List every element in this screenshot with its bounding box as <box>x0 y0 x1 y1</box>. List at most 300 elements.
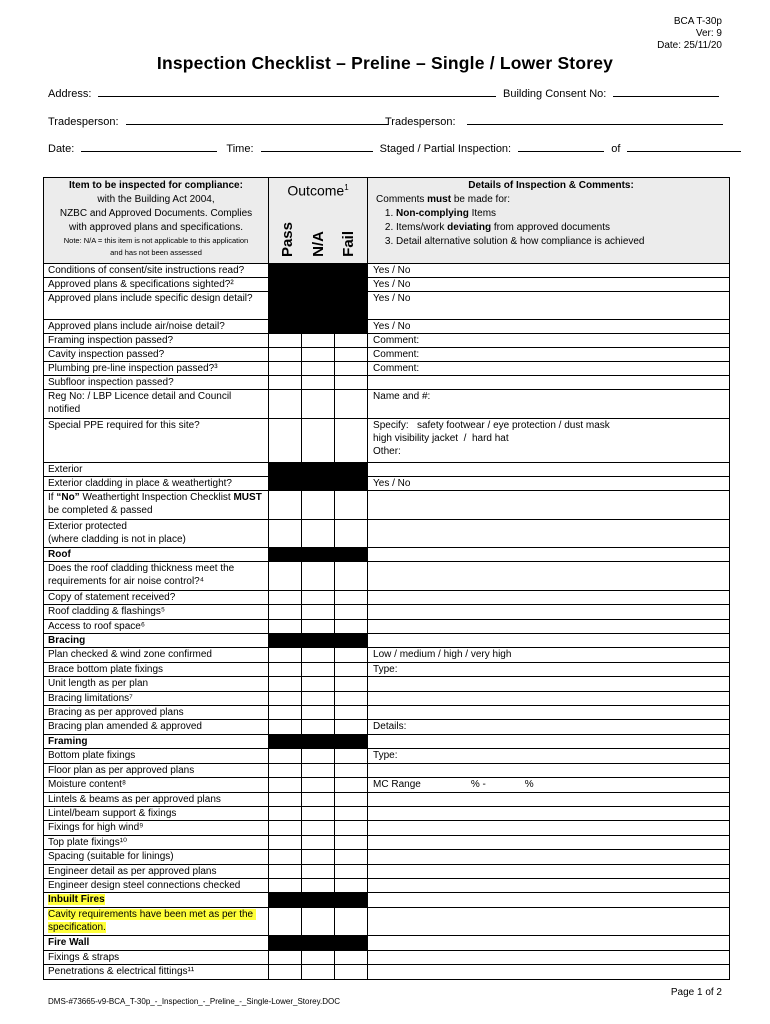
pass-checkbox-cell[interactable] <box>269 376 302 390</box>
page-number: Page 1 of 2 <box>670 987 722 998</box>
fail-checkbox-cell[interactable] <box>335 419 368 463</box>
pass-checkbox-cell[interactable] <box>269 879 302 893</box>
inspection-comment-cell[interactable] <box>368 879 730 893</box>
date-label: Date: <box>48 143 75 155</box>
tradesperson-label-1: Tradesperson: <box>48 116 119 128</box>
table-row <box>44 807 730 821</box>
pass-checkbox-cell[interactable] <box>269 620 302 634</box>
checklist-item-label: Conditions of consent/site instructions read? <box>44 264 269 278</box>
inspection-comment-cell[interactable] <box>368 936 730 951</box>
na-checkbox-cell[interactable] <box>302 692 335 706</box>
na-checkbox-cell[interactable] <box>302 865 335 879</box>
fail-checkbox-cell[interactable] <box>335 491 368 520</box>
checklist-item-label: Subfloor inspection passed? <box>44 376 269 390</box>
table-row <box>44 648 730 663</box>
checklist-item-label: Engineer detail as per approved plans <box>44 865 269 879</box>
inspection-comment-cell[interactable]: Comment: <box>368 348 730 362</box>
na-checkbox-cell[interactable] <box>302 706 335 720</box>
checklist-item-label: Bracing plan amended & approved <box>44 720 269 735</box>
checklist-item-label: If “No” Weathertight Inspection Checklist MUST be completed & passed <box>44 491 269 520</box>
pass-checkbox-cell <box>269 893 302 908</box>
item-header-note1: Note: N/A = this item is not applicable to this application <box>63 236 249 245</box>
pass-checkbox-cell <box>269 735 302 749</box>
outcome-footnote: 1 <box>344 183 349 192</box>
page-title: Inspection Checklist – Preline – Single / Lower Storey <box>156 53 614 73</box>
table-row <box>44 836 730 850</box>
checklist-item-label: Framing <box>44 735 269 749</box>
checklist-item-label: Plumbing pre-line inspection passed?³ <box>44 362 269 376</box>
na-checkbox-cell[interactable] <box>302 334 335 348</box>
date-time-row <box>48 142 741 155</box>
pass-checkbox-cell[interactable] <box>269 850 302 865</box>
fail-checkbox-cell <box>335 735 368 749</box>
table-row <box>44 951 730 965</box>
highlighted-item-text: Cavity requirements have been met as per the specification. <box>48 909 256 933</box>
checklist-item-label: Bracing <box>44 634 269 648</box>
fail-checkbox-cell[interactable] <box>335 620 368 634</box>
pass-checkbox-cell[interactable] <box>269 692 302 706</box>
table-row <box>44 562 730 591</box>
table-row <box>44 720 730 735</box>
fail-checkbox-cell[interactable] <box>335 390 368 419</box>
item-header-line2: with the Building Act 2004, <box>97 194 215 205</box>
table-row <box>44 908 730 936</box>
pass-checkbox-cell[interactable] <box>269 362 302 376</box>
staged-label: Staged / Partial Inspection: <box>379 143 512 155</box>
requirement-item-3: 3. Detail alternative solution & how compliance is achieved <box>396 235 726 249</box>
of-field[interactable] <box>627 142 741 152</box>
item-header-line4: with approved plans and specifications. <box>69 222 243 233</box>
fail-checkbox-cell[interactable] <box>335 692 368 706</box>
checklist-item-label: Approved plans & specifications sighted?² <box>44 278 269 292</box>
checklist-item-label: Access to roof space⁶ <box>44 620 269 634</box>
checklist-item-label: Does the roof cladding thickness meet the requirements for air noise control?⁴ <box>44 562 269 591</box>
checklist-item-label: Unit length as per plan <box>44 677 269 692</box>
table-row <box>44 706 730 720</box>
time-label: Time: <box>226 143 254 155</box>
inspection-comment-cell[interactable] <box>368 634 730 648</box>
na-checkbox-cell[interactable] <box>302 749 335 764</box>
checklist-item-label: Spacing (suitable for linings) <box>44 850 269 865</box>
inspection-comment-cell[interactable] <box>368 562 730 591</box>
requirement-item-2: 2. Items/work deviating from approved documents <box>396 221 726 235</box>
inspection-comment-cell[interactable] <box>368 463 730 477</box>
inspection-comment-cell[interactable]: Comment: <box>368 334 730 348</box>
fail-checkbox-cell <box>335 264 368 278</box>
fail-checkbox-cell[interactable] <box>335 807 368 821</box>
table-row <box>44 264 730 278</box>
pass-checkbox-cell[interactable] <box>269 491 302 520</box>
staged-field[interactable] <box>518 142 604 152</box>
item-header-line1: Item to be inspected for compliance: <box>69 180 243 191</box>
checklist-item-label: Reg No: / LBP Licence detail and Council notified <box>44 390 269 419</box>
table-row <box>44 292 730 320</box>
table-row <box>44 634 730 648</box>
pass-checkbox-cell <box>269 634 302 648</box>
consent-row <box>503 87 719 100</box>
pass-checkbox-cell[interactable] <box>269 348 302 362</box>
inspection-comment-cell[interactable]: Yes / No <box>368 320 730 334</box>
fail-checkbox-cell[interactable] <box>335 965 368 980</box>
na-checkbox-cell <box>302 548 335 562</box>
table-row <box>44 793 730 807</box>
pass-checkbox-cell[interactable] <box>269 390 302 419</box>
inspection-comment-cell[interactable] <box>368 692 730 706</box>
fail-checkbox-cell <box>335 477 368 491</box>
fail-header: Fail <box>340 230 358 257</box>
na-checkbox-cell[interactable] <box>302 908 335 936</box>
checklist-item-label: Copy of statement received? <box>44 591 269 605</box>
fail-checkbox-cell <box>335 463 368 477</box>
fail-checkbox-cell[interactable] <box>335 908 368 936</box>
checklist-item-label: Moisture content⁸ <box>44 778 269 793</box>
inspection-comment-cell[interactable] <box>368 951 730 965</box>
fail-checkbox-cell <box>335 320 368 334</box>
checklist-item-label: Plan checked & wind zone confirmed <box>44 648 269 663</box>
fail-checkbox-cell <box>335 292 368 320</box>
table-row <box>44 778 730 793</box>
checklist-item-label <box>44 908 269 936</box>
inspection-comment-cell[interactable] <box>368 850 730 865</box>
inspection-comment-cell[interactable]: Yes / No <box>368 264 730 278</box>
table-row <box>44 376 730 390</box>
pass-checkbox-cell[interactable] <box>269 865 302 879</box>
tradesperson-label-2: Tradesperson: <box>385 116 456 128</box>
na-checkbox-cell[interactable] <box>302 348 335 362</box>
inspection-comment-cell[interactable] <box>368 764 730 778</box>
inspection-checklist-table <box>43 177 730 980</box>
fail-checkbox-cell[interactable] <box>335 334 368 348</box>
fail-checkbox-cell[interactable] <box>335 663 368 677</box>
na-checkbox-cell[interactable] <box>302 821 335 836</box>
inspection-comment-cell[interactable] <box>368 965 730 980</box>
na-checkbox-cell[interactable] <box>302 562 335 591</box>
table-row <box>44 463 730 477</box>
fail-checkbox-cell[interactable] <box>335 677 368 692</box>
na-checkbox-cell[interactable] <box>302 764 335 778</box>
inspection-comment-cell[interactable] <box>368 807 730 821</box>
checklist-item-label: Top plate fixings¹⁰ <box>44 836 269 850</box>
pass-checkbox-cell[interactable] <box>269 677 302 692</box>
na-checkbox-cell[interactable] <box>302 605 335 620</box>
table-row <box>44 491 730 520</box>
inspection-comment-cell[interactable]: Comment: <box>368 362 730 376</box>
fail-checkbox-cell <box>335 893 368 908</box>
pass-checkbox-cell[interactable] <box>269 749 302 764</box>
pass-checkbox-cell[interactable] <box>269 562 302 591</box>
checklist-item-label <box>44 893 269 908</box>
na-checkbox-cell <box>302 264 335 278</box>
na-header: N/A <box>309 230 327 257</box>
na-checkbox-cell[interactable] <box>302 836 335 850</box>
building-consent-label: Building Consent No: <box>503 88 607 100</box>
fail-checkbox-cell[interactable] <box>335 778 368 793</box>
na-checkbox-cell <box>302 936 335 951</box>
na-checkbox-cell[interactable] <box>302 793 335 807</box>
na-checkbox-cell <box>302 320 335 334</box>
pass-checkbox-cell <box>269 936 302 951</box>
tradesperson-field-2[interactable] <box>467 115 723 125</box>
na-checkbox-cell[interactable] <box>302 648 335 663</box>
inspection-comment-cell[interactable]: Specify: safety footwear / eye protection / dust mask high visibility jacket / hard hat Other: <box>368 419 730 463</box>
table-row <box>44 348 730 362</box>
checklist-item-label: Brace bottom plate fixings <box>44 663 269 677</box>
inspection-comment-cell[interactable] <box>368 677 730 692</box>
tradesperson-row-2 <box>385 115 723 128</box>
checklist-item-label: Special PPE required for this site? <box>44 419 269 463</box>
address-row <box>48 87 496 100</box>
table-row <box>44 334 730 348</box>
table-row <box>44 735 730 749</box>
tradesperson-field-1[interactable] <box>126 115 388 125</box>
fail-checkbox-cell <box>335 548 368 562</box>
checklist-item-label: Bracing limitations⁷ <box>44 692 269 706</box>
checklist-item-label: Bracing as per approved plans <box>44 706 269 720</box>
pass-checkbox-cell <box>269 292 302 320</box>
pass-checkbox-cell <box>269 463 302 477</box>
na-checkbox-cell[interactable] <box>302 965 335 980</box>
details-header-instructions: Comments must be made for: <box>376 194 510 205</box>
of-label: of <box>611 143 621 155</box>
address-field[interactable] <box>98 87 496 97</box>
checklist-item-label: Exterior cladding in place & weathertight? <box>44 477 269 491</box>
fail-checkbox-cell[interactable] <box>335 951 368 965</box>
pass-checkbox-cell[interactable] <box>269 591 302 605</box>
pass-checkbox-cell[interactable] <box>269 807 302 821</box>
building-consent-field[interactable] <box>613 87 719 97</box>
table-row <box>44 362 730 376</box>
na-checkbox-cell[interactable] <box>302 491 335 520</box>
table-row <box>44 850 730 865</box>
na-checkbox-cell[interactable] <box>302 850 335 865</box>
pass-checkbox-cell[interactable] <box>269 663 302 677</box>
inspection-comment-cell[interactable]: Details: <box>368 720 730 735</box>
requirement-item-1: 1. Non-complying Items <box>396 207 726 221</box>
na-checkbox-cell[interactable] <box>302 620 335 634</box>
inspection-comment-cell[interactable]: Yes / No <box>368 292 730 320</box>
fail-checkbox-cell <box>335 936 368 951</box>
table-row <box>44 936 730 951</box>
inspection-comment-cell[interactable] <box>368 591 730 605</box>
inspection-comment-cell[interactable]: Yes / No <box>368 477 730 491</box>
fail-checkbox-cell[interactable] <box>335 648 368 663</box>
table-row <box>44 663 730 677</box>
na-checkbox-cell[interactable] <box>302 879 335 893</box>
pass-checkbox-cell[interactable] <box>269 821 302 836</box>
table-row <box>44 591 730 605</box>
pass-checkbox-cell[interactable] <box>269 419 302 463</box>
pass-header: Pass <box>278 221 296 257</box>
inspection-comment-cell[interactable] <box>368 520 730 548</box>
table-row <box>44 278 730 292</box>
checklist-item-label: Exterior <box>44 463 269 477</box>
fail-checkbox-cell[interactable] <box>335 865 368 879</box>
inspection-comment-cell[interactable] <box>368 548 730 562</box>
fail-checkbox-cell <box>335 278 368 292</box>
pass-checkbox-cell <box>269 477 302 491</box>
checklist-item-label: Roof <box>44 548 269 562</box>
checklist-item-label: Fire Wall <box>44 936 269 951</box>
inspection-comment-cell[interactable]: Type: <box>368 663 730 677</box>
inspection-comment-cell[interactable]: Name and #: <box>368 390 730 419</box>
na-checkbox-cell <box>302 463 335 477</box>
table-row <box>44 893 730 908</box>
checklist-item-label: Exterior protected (where cladding is not in place) <box>44 520 269 548</box>
checklist-item-label: Lintels & beams as per approved plans <box>44 793 269 807</box>
table-row <box>44 764 730 778</box>
table-row <box>44 605 730 620</box>
na-checkbox-cell[interactable] <box>302 362 335 376</box>
fail-checkbox-cell[interactable] <box>335 706 368 720</box>
pass-checkbox-cell <box>269 264 302 278</box>
highlighted-item-text: Inbuilt Fires <box>48 894 105 905</box>
fail-checkbox-cell[interactable] <box>335 879 368 893</box>
na-checkbox-cell[interactable] <box>302 720 335 735</box>
fail-checkbox-cell[interactable] <box>335 749 368 764</box>
fail-checkbox-cell[interactable] <box>335 376 368 390</box>
na-checkbox-cell <box>302 893 335 908</box>
checklist-item-label: Roof cladding & flashings⁵ <box>44 605 269 620</box>
inspection-comment-cell[interactable]: Low / medium / high / very high <box>368 648 730 663</box>
checklist-item-label: Framing inspection passed? <box>44 334 269 348</box>
pass-checkbox-cell <box>269 278 302 292</box>
item-column-header <box>44 178 269 264</box>
table-row <box>44 419 730 463</box>
table-row <box>44 548 730 562</box>
na-checkbox-cell[interactable] <box>302 951 335 965</box>
inspection-comment-cell[interactable] <box>368 908 730 936</box>
inspection-comment-cell[interactable] <box>368 706 730 720</box>
date-field[interactable] <box>81 142 217 152</box>
pass-checkbox-cell[interactable] <box>269 793 302 807</box>
fail-checkbox-cell[interactable] <box>335 836 368 850</box>
inspection-comment-cell[interactable] <box>368 620 730 634</box>
inspection-comment-cell[interactable] <box>368 821 730 836</box>
table-row <box>44 965 730 980</box>
table-row <box>44 865 730 879</box>
document-version: Ver: 9 <box>695 28 722 39</box>
checklist-item-label: Bottom plate fixings <box>44 749 269 764</box>
fail-checkbox-cell[interactable] <box>335 520 368 548</box>
table-row <box>44 520 730 548</box>
time-field[interactable] <box>261 142 373 152</box>
na-checkbox-cell[interactable] <box>302 376 335 390</box>
na-checkbox-cell[interactable] <box>302 390 335 419</box>
checklist-item-label: Floor plan as per approved plans <box>44 764 269 778</box>
na-checkbox-cell <box>302 634 335 648</box>
pass-checkbox-cell[interactable] <box>269 720 302 735</box>
fail-checkbox-cell[interactable] <box>335 605 368 620</box>
pass-checkbox-cell[interactable] <box>269 764 302 778</box>
na-checkbox-cell[interactable] <box>302 677 335 692</box>
details-requirement-list <box>376 207 726 249</box>
fail-checkbox-cell <box>335 634 368 648</box>
document-header-meta <box>657 16 722 52</box>
fail-checkbox-cell[interactable] <box>335 764 368 778</box>
fail-checkbox-cell[interactable] <box>335 591 368 605</box>
na-checkbox-cell[interactable] <box>302 419 335 463</box>
inspection-comment-cell[interactable] <box>368 865 730 879</box>
checklist-item-label: Fixings for high wind⁹ <box>44 821 269 836</box>
pass-checkbox-cell[interactable] <box>269 605 302 620</box>
checklist-item-label: Approved plans include air/noise detail? <box>44 320 269 334</box>
details-header-title: Details of Inspection & Comments: <box>468 180 634 191</box>
fail-checkbox-cell[interactable] <box>335 562 368 591</box>
pass-checkbox-cell[interactable] <box>269 951 302 965</box>
address-label: Address: <box>48 88 92 100</box>
na-checkbox-cell <box>302 735 335 749</box>
inspection-comment-cell[interactable]: Type: <box>368 749 730 764</box>
table-row <box>44 477 730 491</box>
table-row <box>44 692 730 706</box>
pass-checkbox-cell[interactable] <box>269 965 302 980</box>
fail-checkbox-cell[interactable] <box>335 793 368 807</box>
pass-checkbox-cell[interactable] <box>269 334 302 348</box>
inspection-comment-cell[interactable] <box>368 836 730 850</box>
table-row <box>44 879 730 893</box>
checklist-item-label: Fixings & straps <box>44 951 269 965</box>
tradesperson-row-1 <box>48 115 388 128</box>
table-row <box>44 821 730 836</box>
item-header-line3: NZBC and Approved Documents. Complies <box>59 208 253 219</box>
document-code: BCA T-30p <box>673 16 722 27</box>
table-row <box>44 749 730 764</box>
fail-checkbox-cell[interactable] <box>335 821 368 836</box>
table-row <box>44 620 730 634</box>
inspection-comment-cell[interactable] <box>368 893 730 908</box>
fail-checkbox-cell[interactable] <box>335 850 368 865</box>
outcome-header <box>269 178 368 264</box>
pass-checkbox-cell[interactable] <box>269 520 302 548</box>
pass-checkbox-cell[interactable] <box>269 648 302 663</box>
na-checkbox-cell <box>302 292 335 320</box>
checklist-item-label: Approved plans include specific design detail? <box>44 292 269 320</box>
details-column-header <box>368 178 730 264</box>
item-header-note2: and has not been assessed <box>110 248 202 257</box>
inspection-comment-cell[interactable] <box>368 376 730 390</box>
na-checkbox-cell[interactable] <box>302 807 335 821</box>
na-checkbox-cell[interactable] <box>302 778 335 793</box>
inspection-comment-cell[interactable] <box>368 491 730 520</box>
fail-checkbox-cell[interactable] <box>335 362 368 376</box>
checklist-item-label: Cavity inspection passed? <box>44 348 269 362</box>
document-date: Date: 25/11/20 <box>657 40 722 51</box>
inspection-comment-cell[interactable]: MC Range % - % <box>368 778 730 793</box>
table-row <box>44 320 730 334</box>
checklist-item-label: Penetrations & electrical fittings¹¹ <box>44 965 269 980</box>
pass-checkbox-cell[interactable] <box>269 706 302 720</box>
pass-checkbox-cell <box>269 320 302 334</box>
checklist-item-label: Lintel/beam support & fixings <box>44 807 269 821</box>
na-checkbox-cell[interactable] <box>302 520 335 548</box>
na-checkbox-cell[interactable] <box>302 591 335 605</box>
pass-checkbox-cell[interactable] <box>269 908 302 936</box>
document-reference: DMS-#73665-v9-BCA_T-30p_-_Inspection_-_Preline_-_Single-Lower_Storey.DOC <box>48 997 340 1006</box>
inspection-comment-cell[interactable] <box>368 735 730 749</box>
na-checkbox-cell[interactable] <box>302 663 335 677</box>
fail-checkbox-cell[interactable] <box>335 720 368 735</box>
table-row <box>44 390 730 419</box>
inspection-comment-cell[interactable]: Yes / No <box>368 278 730 292</box>
fail-checkbox-cell[interactable] <box>335 348 368 362</box>
pass-checkbox-cell[interactable] <box>269 836 302 850</box>
inspection-comment-cell[interactable] <box>368 605 730 620</box>
pass-checkbox-cell <box>269 548 302 562</box>
pass-checkbox-cell[interactable] <box>269 778 302 793</box>
inspection-comment-cell[interactable] <box>368 793 730 807</box>
table-row <box>44 677 730 692</box>
outcome-label: Outcome <box>287 182 345 199</box>
